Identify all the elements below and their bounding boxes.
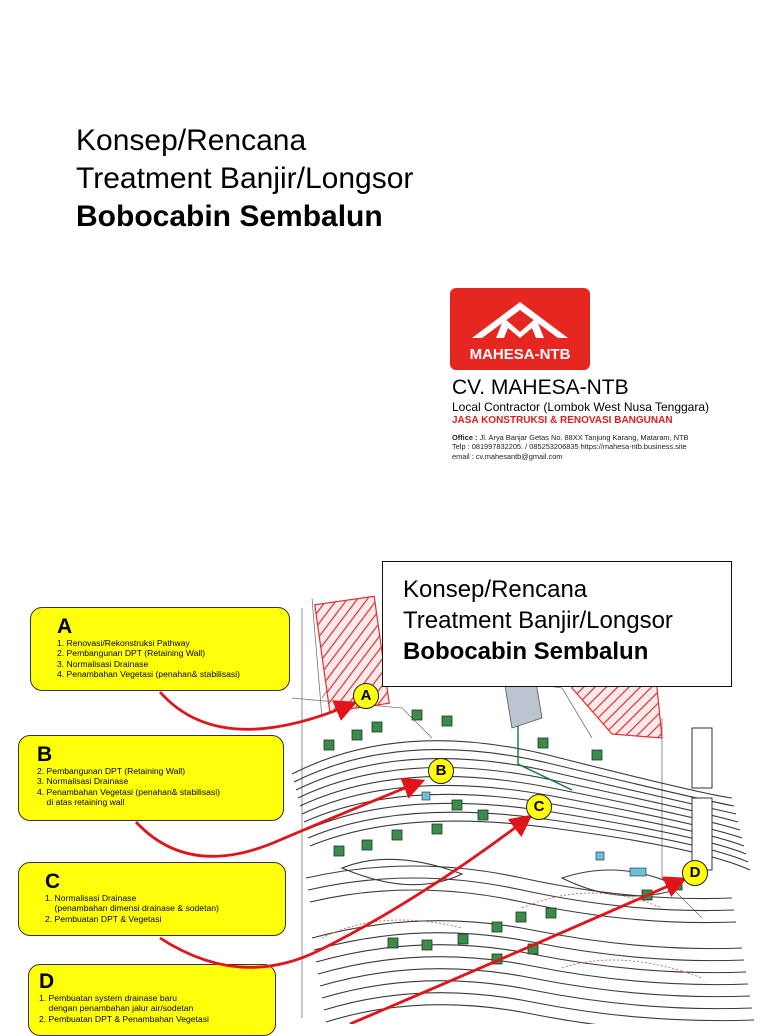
callout-d-letter: D <box>39 970 55 993</box>
map-title-line-1: Konsep/Rencana <box>403 576 588 603</box>
list-item: di atas retaining wall <box>37 797 125 808</box>
marker-b: B <box>428 758 454 784</box>
title-line-1: Konsep/Rencana <box>76 124 307 157</box>
list-item: 1. Renovasi/Rekonstruksi Pathway <box>57 638 190 648</box>
list-item: 2. Pembangunan DPT (Retaining Wall) <box>57 648 206 659</box>
marker-a: A <box>353 683 379 709</box>
list-item: 1. Pembuatan system drainase baru <box>39 993 178 1003</box>
title-line-3: Bobocabin Sembalun <box>76 200 383 233</box>
company-telp: Telp : 081997832205. / 085253206835 https://mahesa-ntb.business.site <box>452 442 687 452</box>
office-label: Office : <box>452 433 478 442</box>
callout-c-letter: C <box>45 870 61 893</box>
callout-a-letter: A <box>57 615 73 638</box>
company-email: email : cv.mahesantb@gmail.com <box>452 451 563 461</box>
company-service: JASA KONSTRUKSI & RENOVASI BANGUNAN <box>452 415 673 426</box>
list-item: 2. Pembuatan DPT & Penambahan Vegetasi <box>39 1013 209 1024</box>
arrow-d <box>350 880 682 1024</box>
map-title-line-3: Bobocabin Sembalun <box>403 638 649 665</box>
arrow-a <box>160 692 352 729</box>
company-subtitle: Local Contractor (Lombok West Nusa Tenggara) <box>452 400 710 414</box>
title-line-2: Treatment Banjir/Longsor <box>76 162 414 195</box>
marker-d: D <box>682 860 708 886</box>
list-item: (penambahan dimensi drainase & sodetan) <box>45 903 219 914</box>
arrow-b <box>136 782 420 856</box>
list-item: dengan penambahan jalur air/sodetan <box>39 1003 194 1014</box>
list-item: 4. Penambahan Vegetasi (penahan& stabilisasi) <box>57 669 240 680</box>
list-item: 1. Normalisasi Drainase <box>45 893 137 903</box>
logo-text: MAHESA-NTB <box>469 346 571 363</box>
list-item: 3. Normalisasi Drainase <box>57 658 149 669</box>
list-item: 3. Normalisasi Drainase <box>37 776 129 787</box>
office-address: Jl. Arya Banjar Getas No. 88XX Tanjung Karang, Mataram, NTB <box>477 433 689 442</box>
map-title-line-2: Treatment Banjir/Longsor <box>403 607 673 634</box>
list-item: 4. Penambahan Vegetasi (penahan& stabilisasi) <box>37 786 220 797</box>
company-name: CV. MAHESA-NTB <box>452 376 629 399</box>
arrow-c <box>160 818 528 967</box>
list-item: 2. Pembangunan DPT (Retaining Wall) <box>37 766 186 776</box>
callout-b-letter: B <box>37 743 53 766</box>
list-item: 2. Pembuatan DPT & Vegetasi <box>45 913 162 924</box>
marker-c: C <box>526 794 552 820</box>
